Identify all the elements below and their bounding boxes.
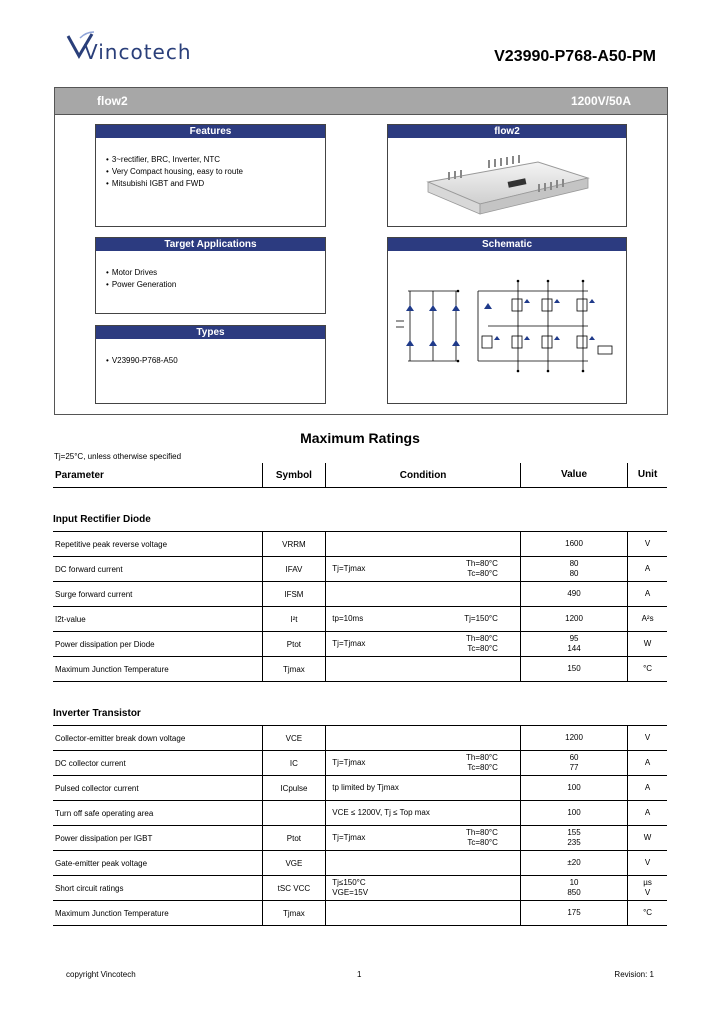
condition-cell xyxy=(326,851,521,876)
unit-cell: V xyxy=(628,726,667,751)
product-overview-panel xyxy=(54,87,668,415)
unit-cell: W xyxy=(628,632,667,657)
parameter-cell: DC forward current xyxy=(53,557,262,582)
symbol-cell: I²t xyxy=(262,607,326,632)
product-image-box xyxy=(387,124,627,227)
footer-copyright: copyright Vincotech xyxy=(66,970,136,979)
circuit-schematic-icon xyxy=(388,251,624,401)
section-row xyxy=(53,488,667,532)
condition-cell xyxy=(326,901,521,926)
unit-cell: °C xyxy=(628,657,667,682)
product-image-title: flow2 xyxy=(388,125,626,138)
symbol-cell: Ptot xyxy=(262,632,326,657)
value-cell: ±20 xyxy=(520,851,627,876)
symbol-cell: VRRM xyxy=(262,532,326,557)
section-row xyxy=(53,682,667,726)
condition-cell xyxy=(326,776,521,801)
parameter-cell: Short circuit ratings xyxy=(53,876,262,901)
condition-cell xyxy=(326,726,521,751)
parameter-cell: Power dissipation per IGBT xyxy=(53,826,262,851)
value-cell: 175 xyxy=(520,901,627,926)
table-row xyxy=(53,632,667,657)
list-item: • Motor Drives xyxy=(106,267,325,279)
symbol-cell xyxy=(262,801,326,826)
condition-left: Tj≤150°C VGE=15V xyxy=(332,878,369,897)
table-row xyxy=(53,532,667,557)
value-cell: 1600 xyxy=(520,532,627,557)
table-row xyxy=(53,851,667,876)
parameter-cell: Pulsed collector current xyxy=(53,776,262,801)
ratings-table xyxy=(53,463,667,926)
table-row xyxy=(53,901,667,926)
types-list xyxy=(96,339,325,367)
section-name: Inverter Transistor xyxy=(53,682,667,726)
condition-left: tp limited by Tjmax xyxy=(332,783,399,792)
condition-right: Th=80°C Tc=80°C xyxy=(466,753,498,772)
footer-page-number: 1 xyxy=(357,970,362,979)
unit-cell: °C xyxy=(628,901,667,926)
parameter-cell: Turn off safe operating area xyxy=(53,801,262,826)
document-id: V23990-P768-A50-PM xyxy=(494,48,656,65)
unit-cell: A xyxy=(628,582,667,607)
features-list xyxy=(96,138,325,190)
types-box xyxy=(95,325,326,404)
condition-cell xyxy=(326,801,521,826)
value-cell: 95 144 xyxy=(520,632,627,657)
condition-cell xyxy=(326,557,521,582)
parameter-cell: I2t-value xyxy=(53,607,262,632)
table-row xyxy=(53,557,667,582)
condition-left: VCE ≤ 1200V, Tj ≤ Top max xyxy=(332,808,430,817)
condition-right: Th=80°C Tc=80°C xyxy=(466,559,498,578)
table-row xyxy=(53,801,667,826)
value-cell: 150 xyxy=(520,657,627,682)
column-header-unit: Unit xyxy=(628,463,667,488)
section-name: Input Rectifier Diode xyxy=(53,488,667,532)
condition-left: Tj=Tjmax xyxy=(332,564,366,573)
product-family: flow2 xyxy=(97,94,128,108)
schematic-box xyxy=(387,237,627,404)
condition-cell xyxy=(326,876,521,901)
symbol-cell: VCE xyxy=(262,726,326,751)
value-cell: 80 80 xyxy=(520,557,627,582)
company-logo-text: Vincotech xyxy=(84,40,192,64)
parameter-cell: Collector-emitter break down voltage xyxy=(53,726,262,751)
condition-cell xyxy=(326,826,521,851)
list-item: • Mitsubishi IGBT and FWD xyxy=(106,178,325,190)
value-cell: 100 xyxy=(520,801,627,826)
product-banner xyxy=(55,88,667,115)
parameter-cell: Surge forward current xyxy=(53,582,262,607)
target-applications-box xyxy=(95,237,326,314)
column-header-value: Value xyxy=(520,463,627,488)
condition-left: tp=10ms xyxy=(332,614,364,623)
value-cell: 490 xyxy=(520,582,627,607)
condition-right: Th=80°C Tc=80°C xyxy=(466,828,498,847)
condition-cell xyxy=(326,657,521,682)
value-cell: 10 850 xyxy=(520,876,627,901)
condition-left: Tj=Tjmax xyxy=(332,833,366,842)
unit-cell: W xyxy=(628,826,667,851)
symbol-cell: Tjmax xyxy=(262,657,326,682)
footer-revision: Revision: 1 xyxy=(614,970,654,979)
ratings-header-row xyxy=(53,463,667,488)
table-row xyxy=(53,826,667,851)
condition-cell xyxy=(326,607,521,632)
column-header-symbol: Symbol xyxy=(262,463,326,488)
types-title: Types xyxy=(96,326,325,339)
table-row xyxy=(53,657,667,682)
symbol-cell: Tjmax xyxy=(262,901,326,926)
list-item: • V23990-P768-A50 xyxy=(106,355,325,367)
table-row xyxy=(53,582,667,607)
symbol-cell: VGE xyxy=(262,851,326,876)
condition-right: Tj=150°C xyxy=(464,614,498,623)
unit-cell: A²s xyxy=(628,607,667,632)
table-row xyxy=(53,876,667,901)
list-item: • Power Generation xyxy=(106,279,325,291)
table-row xyxy=(53,607,667,632)
parameter-cell: Maximum Junction Temperature xyxy=(53,657,262,682)
symbol-cell: tSC VCC xyxy=(262,876,326,901)
list-item: • Very Compact housing, easy to route xyxy=(106,166,325,178)
unit-cell: V xyxy=(628,851,667,876)
unit-cell: A xyxy=(628,801,667,826)
product-rating: 1200V/50A xyxy=(570,94,631,108)
parameter-cell: Maximum Junction Temperature xyxy=(53,901,262,926)
schematic-title: Schematic xyxy=(388,238,626,251)
unit-cell: µs V xyxy=(628,876,667,901)
ratings-title: Maximum Ratings xyxy=(300,430,420,446)
symbol-cell: IFSM xyxy=(262,582,326,607)
symbol-cell: IFAV xyxy=(262,557,326,582)
unit-cell: A xyxy=(628,557,667,582)
condition-right: Th=80°C Tc=80°C xyxy=(466,634,498,653)
column-header-condition: Condition xyxy=(326,463,521,488)
target-applications-title: Target Applications xyxy=(96,238,325,251)
value-cell: 60 77 xyxy=(520,751,627,776)
features-title: Features xyxy=(96,125,325,138)
value-cell: 155 235 xyxy=(520,826,627,851)
target-applications-list xyxy=(96,251,325,291)
condition-left: Tj=Tjmax xyxy=(332,758,366,767)
list-item: • 3~rectifier, BRC, Inverter, NTC xyxy=(106,154,325,166)
value-cell: 1200 xyxy=(520,726,627,751)
value-cell: 100 xyxy=(520,776,627,801)
unit-cell: A xyxy=(628,776,667,801)
parameter-cell: Repetitive peak reverse voltage xyxy=(53,532,262,557)
table-row xyxy=(53,776,667,801)
ratings-note: Tj=25°C, unless otherwise specified xyxy=(54,452,182,461)
symbol-cell: Ptot xyxy=(262,826,326,851)
symbol-cell: IC xyxy=(262,751,326,776)
parameter-cell: DC collector current xyxy=(53,751,262,776)
condition-cell xyxy=(326,532,521,557)
condition-left: Tj=Tjmax xyxy=(332,639,366,648)
value-cell: 1200 xyxy=(520,607,627,632)
table-row xyxy=(53,726,667,751)
module-photo-icon xyxy=(388,138,624,224)
condition-cell xyxy=(326,632,521,657)
column-header-parameter: Parameter xyxy=(53,463,262,488)
condition-cell xyxy=(326,582,521,607)
unit-cell: A xyxy=(628,751,667,776)
parameter-cell: Gate-emitter peak voltage xyxy=(53,851,262,876)
unit-cell: V xyxy=(628,532,667,557)
condition-cell xyxy=(326,751,521,776)
features-box xyxy=(95,124,326,227)
symbol-cell: ICpulse xyxy=(262,776,326,801)
parameter-cell: Power dissipation per Diode xyxy=(53,632,262,657)
table-row xyxy=(53,751,667,776)
